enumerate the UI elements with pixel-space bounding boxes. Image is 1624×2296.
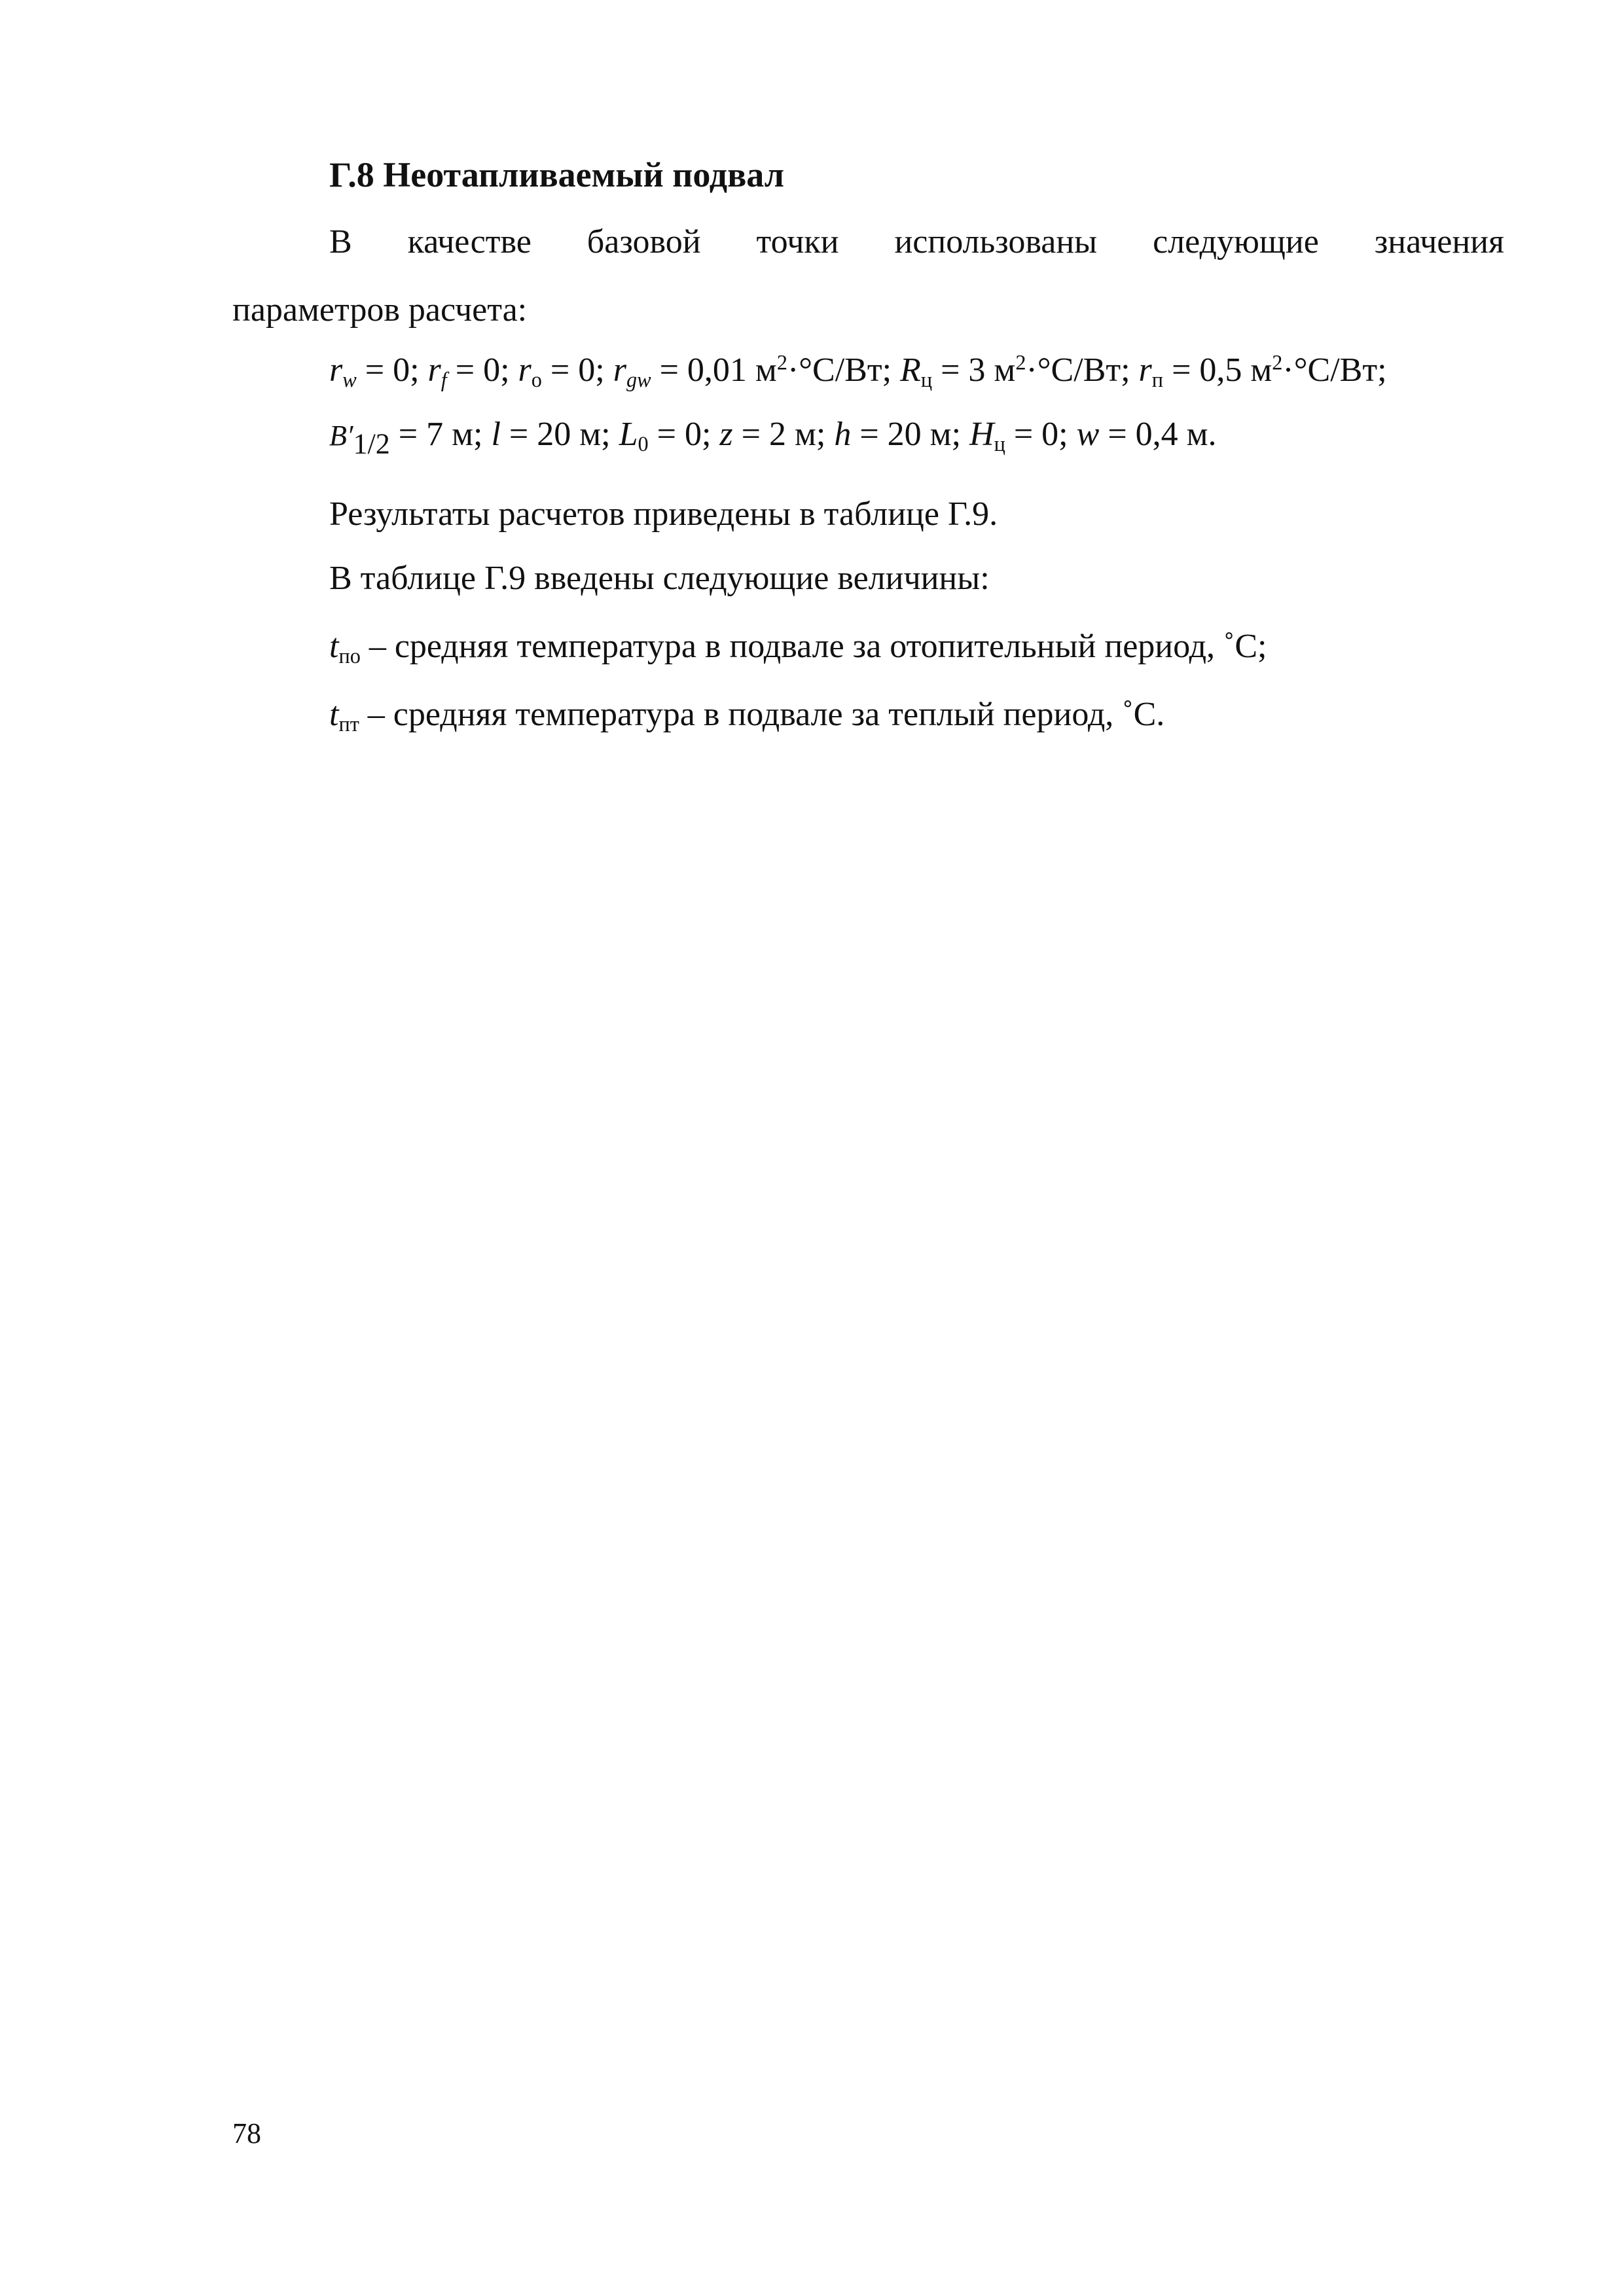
intro-continuation: параметров расчета: — [232, 291, 528, 329]
symbol-r: r — [1138, 351, 1152, 389]
subscript: f — [441, 368, 447, 392]
definition-text: – средняя температура в подвале за отопительный период, ˚С; — [360, 628, 1267, 665]
definition-text: – средняя температура в подвале за теплый период, ˚С. — [359, 696, 1165, 733]
symbol-t: t — [329, 628, 339, 665]
subscript: п — [1151, 368, 1164, 392]
value: = 3 м — [932, 351, 1016, 389]
subscript: ц — [994, 432, 1005, 456]
superscript: 2 — [776, 350, 787, 374]
subscript: по — [338, 644, 361, 668]
subscript: gw — [626, 368, 651, 392]
intro-word: использованы — [894, 223, 1098, 260]
parameters-line-1 — [329, 350, 1387, 392]
intro-word: следующие — [1153, 223, 1319, 260]
symbol-r: r — [613, 351, 626, 389]
symbol-t: t — [329, 696, 339, 733]
symbol-r: r — [427, 351, 441, 389]
intro-word: значения — [1374, 223, 1504, 260]
intro-word: качестве — [407, 223, 532, 260]
unit: ·°С/Вт; — [1282, 351, 1387, 389]
value: = 0; — [446, 351, 518, 389]
superscript: 2 — [1272, 350, 1283, 374]
value: = 0; — [1005, 416, 1077, 453]
value: = 0; — [541, 351, 613, 389]
subscript: 1/2 — [353, 427, 390, 460]
definition-t-po — [329, 628, 1267, 668]
symbol-B: B′ — [329, 420, 353, 452]
section-heading: Г.8 Неотапливаемый подвал — [329, 155, 785, 194]
unit: ·°С/Вт; — [1026, 351, 1139, 389]
intro-paragraph-line — [329, 223, 1504, 261]
subscript: w — [342, 368, 357, 392]
value: = 20 м; — [500, 416, 619, 453]
symbol-L: L — [619, 416, 638, 453]
symbol-r: r — [329, 351, 343, 389]
symbol-H: H — [969, 416, 994, 453]
table-intro-paragraph: В таблице Г.9 введены следующие величины: — [329, 560, 990, 597]
intro-word: точки — [756, 223, 839, 260]
value: = 0; — [356, 351, 428, 389]
symbol-h: h — [834, 416, 852, 453]
symbol-w: w — [1076, 416, 1100, 453]
value: = 0,4 м. — [1099, 416, 1217, 453]
value: = 0,01 м — [651, 351, 777, 389]
value: = 7 м; — [389, 416, 492, 453]
page-number: 78 — [232, 2117, 261, 2149]
symbol-r: r — [518, 351, 532, 389]
definition-t-pt — [329, 696, 1165, 736]
parameters-line-2 — [329, 416, 1217, 460]
symbol-z: z — [719, 416, 733, 453]
subscript: о — [531, 368, 542, 392]
value: = 0,5 м — [1163, 351, 1272, 389]
symbol-l: l — [491, 416, 501, 453]
subscript: ц — [920, 368, 933, 392]
subscript: пт — [338, 712, 359, 736]
symbol-R: R — [900, 351, 921, 389]
intro-word: базовой — [586, 223, 701, 260]
superscript: 2 — [1015, 350, 1026, 374]
value: = 20 м; — [851, 416, 970, 453]
results-paragraph: Результаты расчетов приведены в таблице Г.9. — [329, 495, 998, 533]
value: = 0; — [648, 416, 720, 453]
subscript: 0 — [638, 432, 649, 456]
value: = 2 м; — [732, 416, 835, 453]
intro-word: В — [329, 223, 352, 260]
unit: ·°С/Вт; — [787, 351, 901, 389]
